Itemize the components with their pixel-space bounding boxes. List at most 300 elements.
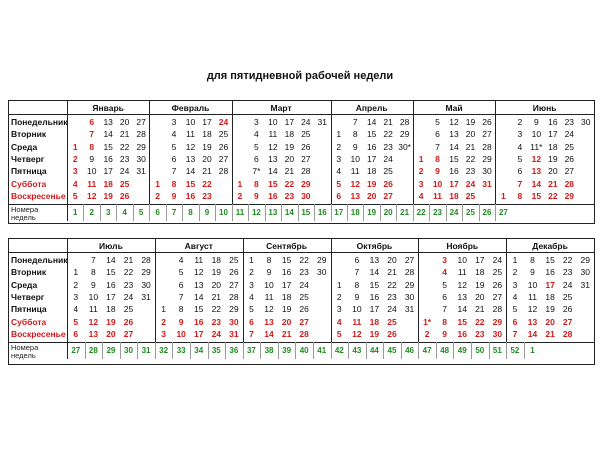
week-number: 8 (188, 208, 193, 218)
calendar-date: 8 (354, 279, 360, 290)
day-name-label: Суббота (11, 316, 47, 327)
calendar-date: 3 (254, 117, 259, 127)
calendar-date: 5 (336, 328, 342, 339)
calendar-date: 4 (254, 129, 259, 140)
calendar-date: 1 (418, 153, 424, 164)
calendar-date: 28 (218, 166, 229, 177)
calendar-date: 19 (369, 328, 380, 339)
calendar-date: 13 (185, 153, 196, 164)
calendar-date: 31 (141, 291, 151, 302)
calendar-date: 21 (202, 166, 212, 177)
calendar-date: 27 (218, 153, 229, 164)
calendar-date: 22 (211, 304, 222, 315)
calendar-date: 16 (366, 141, 377, 152)
calendar-date: 12 (350, 178, 360, 189)
day-name-label: Вторник (11, 129, 47, 140)
calendar-date: 16 (194, 316, 204, 327)
week-number: 13 (268, 208, 278, 218)
calendar-date: 7 (178, 291, 184, 302)
day-name-label: Пятница (11, 166, 47, 177)
calendar-date: 12 (449, 117, 459, 127)
calendar-date: 27 (564, 166, 575, 177)
calendar-date: 27 (123, 328, 134, 339)
week-number: 3 (105, 208, 111, 218)
calendar-date: 18 (284, 129, 295, 140)
calendar-date: 7 (512, 328, 518, 339)
calendar-date: 9 (254, 190, 259, 201)
calendar-date: 17 (449, 178, 459, 189)
month-separator (331, 239, 332, 342)
calendar-date: 12 (531, 153, 542, 164)
week-number: 48 (440, 346, 450, 356)
week-number: 7 (171, 208, 177, 218)
month-separator (67, 239, 68, 342)
calendar-date: 23 (202, 190, 212, 201)
calendar-date: 24 (562, 279, 573, 290)
calendar-date: 8 (254, 178, 259, 189)
calendar-first-half (8, 100, 595, 224)
calendar-date: 2 (336, 141, 342, 152)
calendar-date: 29 (399, 129, 410, 140)
calendar-date: 17 (106, 291, 116, 302)
calendar-date: 6 (435, 129, 440, 140)
calendar-date: 15 (366, 129, 377, 140)
week-number: 51 (492, 346, 502, 356)
week-number: 23 (433, 208, 442, 218)
calendar-date: 20 (119, 117, 130, 127)
calendar-date: 10 (432, 178, 443, 189)
calendar-date: 19 (475, 279, 485, 290)
calendar-date: 18 (545, 291, 555, 302)
calendar-date: 5 (73, 316, 79, 327)
week-number: 15 (301, 208, 311, 218)
calendar-date: 18 (106, 304, 116, 315)
calendar-date: 26 (299, 304, 309, 315)
calendar-date: 29 (482, 153, 492, 164)
calendar-date: 27 (299, 316, 309, 327)
calendar-date: 11 (433, 190, 443, 201)
calendar-date: 23 (475, 328, 485, 339)
calendar-date: 28 (404, 267, 415, 278)
week-number: 24 (449, 208, 459, 218)
calendar-date: 26 (123, 316, 134, 327)
calendar-date: 9 (530, 267, 535, 278)
calendar-date: 8 (266, 255, 272, 265)
calendar-date: 24 (564, 129, 575, 140)
week-number: 52 (510, 346, 520, 356)
month-name: Июнь (532, 103, 557, 113)
calendar-date: 28 (136, 129, 146, 140)
calendar-date: 14 (527, 328, 538, 339)
calendar-date: 11 (268, 129, 278, 140)
calendar-date: 30 (580, 267, 590, 278)
calendar-date: 11* (530, 141, 543, 152)
calendar-date: 24 (299, 279, 309, 290)
month-name: Июль (99, 241, 123, 251)
calendar-date: 4 (517, 141, 523, 152)
calendar-date: 15 (449, 153, 459, 164)
calendar-date: 25 (564, 141, 575, 152)
calendar-date: 2 (418, 166, 424, 177)
calendar-date: 31 (136, 166, 146, 177)
month-separator (413, 101, 414, 204)
calendar-date: 9 (442, 328, 448, 339)
calendar-date: 31 (317, 117, 327, 127)
calendar-date: 4 (73, 304, 79, 315)
week-number: 28 (88, 346, 98, 356)
calendar-date: 1 (336, 279, 342, 290)
calendar-date: 18 (211, 255, 222, 265)
calendar-date: 3 (161, 328, 166, 339)
calendar-date: 8 (530, 255, 535, 265)
calendar-date: 1 (336, 129, 342, 140)
calendar-date: 31 (229, 328, 239, 339)
calendar-date: 30 (229, 316, 239, 327)
calendar-date: 5 (171, 141, 177, 152)
calendar-date: 5 (72, 190, 78, 201)
calendar-date: 27 (136, 117, 146, 127)
calendar-date: 10 (352, 304, 362, 315)
week-number: 50 (475, 346, 485, 356)
calendar-date: 4 (178, 255, 184, 265)
day-name-label: Воскресенье (11, 190, 66, 201)
calendar-date: 27 (562, 316, 573, 327)
month-separator (418, 239, 419, 342)
calendar-date: 5 (336, 178, 342, 189)
calendar-date: 11 (457, 267, 467, 278)
week-number: 5 (138, 208, 144, 218)
calendar-date: 20 (281, 316, 292, 327)
calendar-date: 11 (186, 129, 195, 140)
month-separator (67, 101, 68, 204)
calendar-date: 1 (237, 178, 243, 189)
calendar-date: 26 (562, 304, 573, 315)
calendar-date: 21 (387, 267, 397, 278)
calendar-date: 23 (387, 291, 397, 302)
calendar-date: 20 (548, 166, 558, 177)
calendar-date: 20 (366, 190, 377, 201)
calendar-date: 14 (366, 117, 377, 127)
month-name: Февраль (171, 103, 210, 113)
day-name-label: Четверг (11, 153, 45, 164)
week-number: 26 (482, 208, 492, 218)
week-number: 33 (176, 346, 186, 356)
month-separator (155, 239, 156, 342)
calendar-date: 21 (281, 328, 292, 339)
calendar-date: 29 (564, 190, 575, 201)
week-number: 46 (405, 346, 414, 356)
calendar-date: 25 (301, 129, 311, 140)
calendar-date: 22 (387, 279, 397, 290)
calendar-date: 19 (548, 153, 558, 164)
calendar-date: 12 (86, 190, 97, 201)
week-number: 14 (284, 208, 294, 218)
calendar-date: 19 (103, 190, 113, 201)
calendar-date: 17 (475, 255, 485, 265)
calendar-date: 21 (465, 141, 476, 152)
calendar-date: 24 (383, 153, 393, 164)
calendar-date: 3 (336, 304, 342, 315)
calendar-date: 17 (366, 153, 377, 164)
calendar-date: 2 (517, 117, 523, 127)
week-number: 35 (211, 346, 221, 356)
calendar-date: 25 (218, 129, 229, 140)
calendar-date: 1 (72, 141, 78, 152)
calendar-date: 12 (194, 267, 204, 278)
calendar-date: 29 (492, 316, 503, 327)
calendar-date: 26 (383, 178, 393, 189)
calendar-date: 10 (527, 279, 538, 290)
calendar-date: 19 (284, 141, 295, 152)
calendar-date: 1* (423, 316, 432, 327)
calendar-date: 5 (442, 279, 448, 290)
page-title: для пятидневной рабочей недели (206, 70, 394, 82)
calendar-date: 1 (155, 178, 160, 189)
calendar-date: 17 (103, 166, 113, 177)
calendar-date: 17 (545, 279, 555, 290)
calendar-date: 1 (501, 190, 506, 201)
calendar-date: 13 (103, 117, 113, 127)
calendar-date: 25 (119, 178, 130, 189)
calendar-date: 2 (73, 279, 79, 290)
week-number: 32 (159, 346, 169, 356)
week-number: 36 (229, 346, 239, 356)
calendar-date: 11 (528, 291, 537, 302)
week-number: 10 (219, 208, 228, 218)
calendar-date: 9 (352, 141, 358, 152)
calendar-date: 31 (404, 304, 415, 315)
month-separator (232, 101, 233, 204)
calendar-date: 1 (161, 304, 166, 315)
calendar-date: 12 (457, 279, 467, 290)
calendar-date: 2 (424, 328, 430, 339)
calendar-date: 10 (531, 129, 542, 140)
calendar-date: 30 (136, 153, 146, 164)
week-number: 49 (457, 346, 467, 356)
calendar-date: 6 (512, 316, 518, 327)
calendar-date: 21 (545, 328, 555, 339)
calendar-date: 10 (176, 328, 186, 339)
calendar-date: 11 (87, 178, 97, 189)
week-number: 42 (334, 346, 344, 356)
calendar-date: 19 (465, 117, 476, 127)
calendar-date: 21 (211, 291, 222, 302)
calendar-date: 8 (89, 141, 95, 152)
calendar-date: 16 (369, 291, 380, 302)
calendar-date: 7 (90, 255, 96, 265)
calendar-date: 23 (119, 153, 130, 164)
calendar-date: 13 (268, 153, 278, 164)
calendar-date: 6 (89, 117, 95, 127)
calendar-date: 7 (352, 117, 358, 127)
calendar-date: 23 (284, 190, 295, 201)
calendar-date: 4 (418, 190, 424, 201)
calendar-date: 29 (141, 267, 151, 278)
calendar-date: 20 (202, 153, 212, 164)
calendar-date: 18 (366, 166, 377, 177)
calendar-date: 28 (492, 304, 503, 315)
calendar-date: 16 (548, 117, 558, 127)
calendar-date: 30 (301, 190, 311, 201)
calendar-date: 1 (249, 255, 254, 265)
calendar-date: 17 (284, 117, 295, 127)
calendar-date: 23 (562, 267, 573, 278)
week-number: 22 (416, 208, 426, 218)
calendar-date: 13 (457, 291, 467, 302)
calendar-date: 29 (301, 178, 311, 189)
calendar-date: 14 (449, 141, 459, 152)
calendar-date: 30 (581, 117, 591, 127)
month-name: Ноябрь (446, 241, 479, 251)
calendar-date: 20 (387, 255, 397, 265)
calendar-date: 18 (202, 129, 212, 140)
month-separator (495, 101, 496, 204)
calendar-date: 30* (398, 141, 411, 152)
calendar-date: 16 (268, 190, 278, 201)
calendar-date: 9 (435, 166, 440, 177)
calendar-date: 6 (73, 328, 79, 339)
calendar-date: 19 (211, 267, 222, 278)
calendar-date: 31 (580, 279, 590, 290)
calendar-date: 20 (545, 316, 555, 327)
calendar-date: 22 (562, 255, 573, 265)
calendar-date: 19 (545, 304, 555, 315)
calendar-date: 28 (562, 328, 573, 339)
calendar-date: 20 (211, 279, 222, 290)
calendar-date: 27 (229, 279, 239, 290)
calendar-date: 17 (548, 129, 558, 140)
calendar-date: 22 (548, 190, 558, 201)
weeks-label: Номера (11, 343, 39, 353)
calendar-date: 24 (123, 291, 134, 302)
calendar-date: 9 (171, 190, 177, 201)
calendar-date: 17 (194, 328, 204, 339)
week-number: 47 (422, 346, 432, 356)
calendar-date: 14 (268, 166, 278, 177)
calendar-date: 8 (517, 190, 523, 201)
calendar-date: 22 (299, 255, 309, 265)
calendar-date: 24 (387, 304, 397, 315)
calendar-date: 22 (475, 316, 485, 327)
calendar-date: 29 (229, 304, 239, 315)
calendar-date: 27 (482, 129, 492, 140)
calendar-date: 10 (185, 117, 196, 127)
calendar-date: 21 (548, 178, 558, 189)
calendar-date: 28 (141, 255, 151, 265)
calendar-date: 8 (171, 178, 177, 189)
week-number: 34 (194, 346, 204, 356)
week-number: 4 (122, 208, 127, 218)
calendar-date: 23 (564, 117, 575, 127)
week-number: 44 (369, 346, 379, 356)
calendar-date: 15 (268, 178, 278, 189)
week-number: 38 (264, 346, 274, 356)
calendar-date: 5 (178, 267, 184, 278)
calendar-date: 4 (72, 178, 78, 189)
calendar-date: 21 (475, 304, 485, 315)
calendar-date: 11 (350, 166, 360, 177)
calendar-date: 26 (301, 141, 311, 152)
calendar-date: 11 (352, 316, 362, 327)
calendar-date: 6 (171, 153, 177, 164)
calendar-date: 8 (435, 153, 440, 164)
week-number: 45 (387, 346, 397, 356)
calendar-date: 5 (254, 141, 259, 152)
calendar-date: 3 (442, 255, 448, 265)
calendar-date: 7 (89, 129, 95, 140)
calendar-date: 27 (383, 190, 393, 201)
calendar-date: 29 (580, 255, 590, 265)
calendar-date: 23 (465, 166, 476, 177)
week-number: 41 (317, 346, 327, 356)
calendar-date: 26 (564, 153, 575, 164)
calendar-date: 18 (449, 190, 459, 201)
week-number: 18 (350, 208, 360, 218)
calendar-date: 10 (457, 255, 467, 265)
calendar-date: 7 (435, 141, 440, 152)
calendar-date: 20 (475, 291, 485, 302)
calendar-date: 3 (73, 291, 79, 302)
calendar-date: 10 (88, 291, 99, 302)
calendar-date: 30 (492, 328, 503, 339)
calendar-date: 14 (457, 304, 467, 315)
week-number: 19 (367, 208, 377, 218)
calendar-date: 8 (442, 316, 448, 327)
calendar-date: 22 (284, 178, 295, 189)
calendar-date: 7 (171, 166, 177, 177)
calendar-date: 25 (465, 190, 476, 201)
calendar-date: 5 (512, 304, 518, 315)
week-number: 1 (530, 346, 535, 356)
calendar-date: 28 (229, 291, 239, 302)
calendar-date: 26 (119, 190, 130, 201)
calendar-date: 14 (194, 291, 204, 302)
calendar-date: 23 (299, 267, 309, 278)
calendar-date: 8 (352, 129, 358, 140)
calendar-date: 4 (336, 166, 342, 177)
calendar-date: 17 (281, 279, 292, 290)
week-number: 11 (235, 208, 245, 218)
calendar-date: 19 (366, 178, 377, 189)
calendar-date: 13 (194, 279, 204, 290)
weeks-divider (9, 204, 594, 205)
calendar-date: 22 (202, 178, 212, 189)
day-name-label: Пятница (11, 304, 47, 315)
calendar-date: 27 (301, 153, 311, 164)
calendar-date: 15 (103, 141, 113, 152)
calendar-date: 15 (281, 255, 292, 265)
calendar-date: 28 (564, 178, 575, 189)
calendar-date: 15 (194, 304, 204, 315)
week-number: 20 (383, 208, 393, 218)
calendar-date: 7* (252, 166, 261, 177)
calendar-date: 26 (387, 328, 397, 339)
calendar-date: 14 (106, 255, 116, 265)
calendar-date: 25 (387, 316, 397, 327)
month-name: Декабрь (532, 241, 568, 251)
calendar-date: 24 (492, 255, 503, 265)
week-number: 39 (282, 346, 292, 356)
calendar-date: 4 (171, 129, 177, 140)
calendar-date: 16 (185, 190, 196, 201)
month-header-divider (9, 114, 594, 115)
week-number: 25 (466, 208, 475, 218)
calendar-date: 28 (399, 117, 410, 127)
calendar-date: 9 (354, 291, 360, 302)
calendar-date: 2 (155, 190, 160, 201)
calendar-date: 1 (512, 255, 518, 265)
month-name: Март (270, 103, 292, 113)
